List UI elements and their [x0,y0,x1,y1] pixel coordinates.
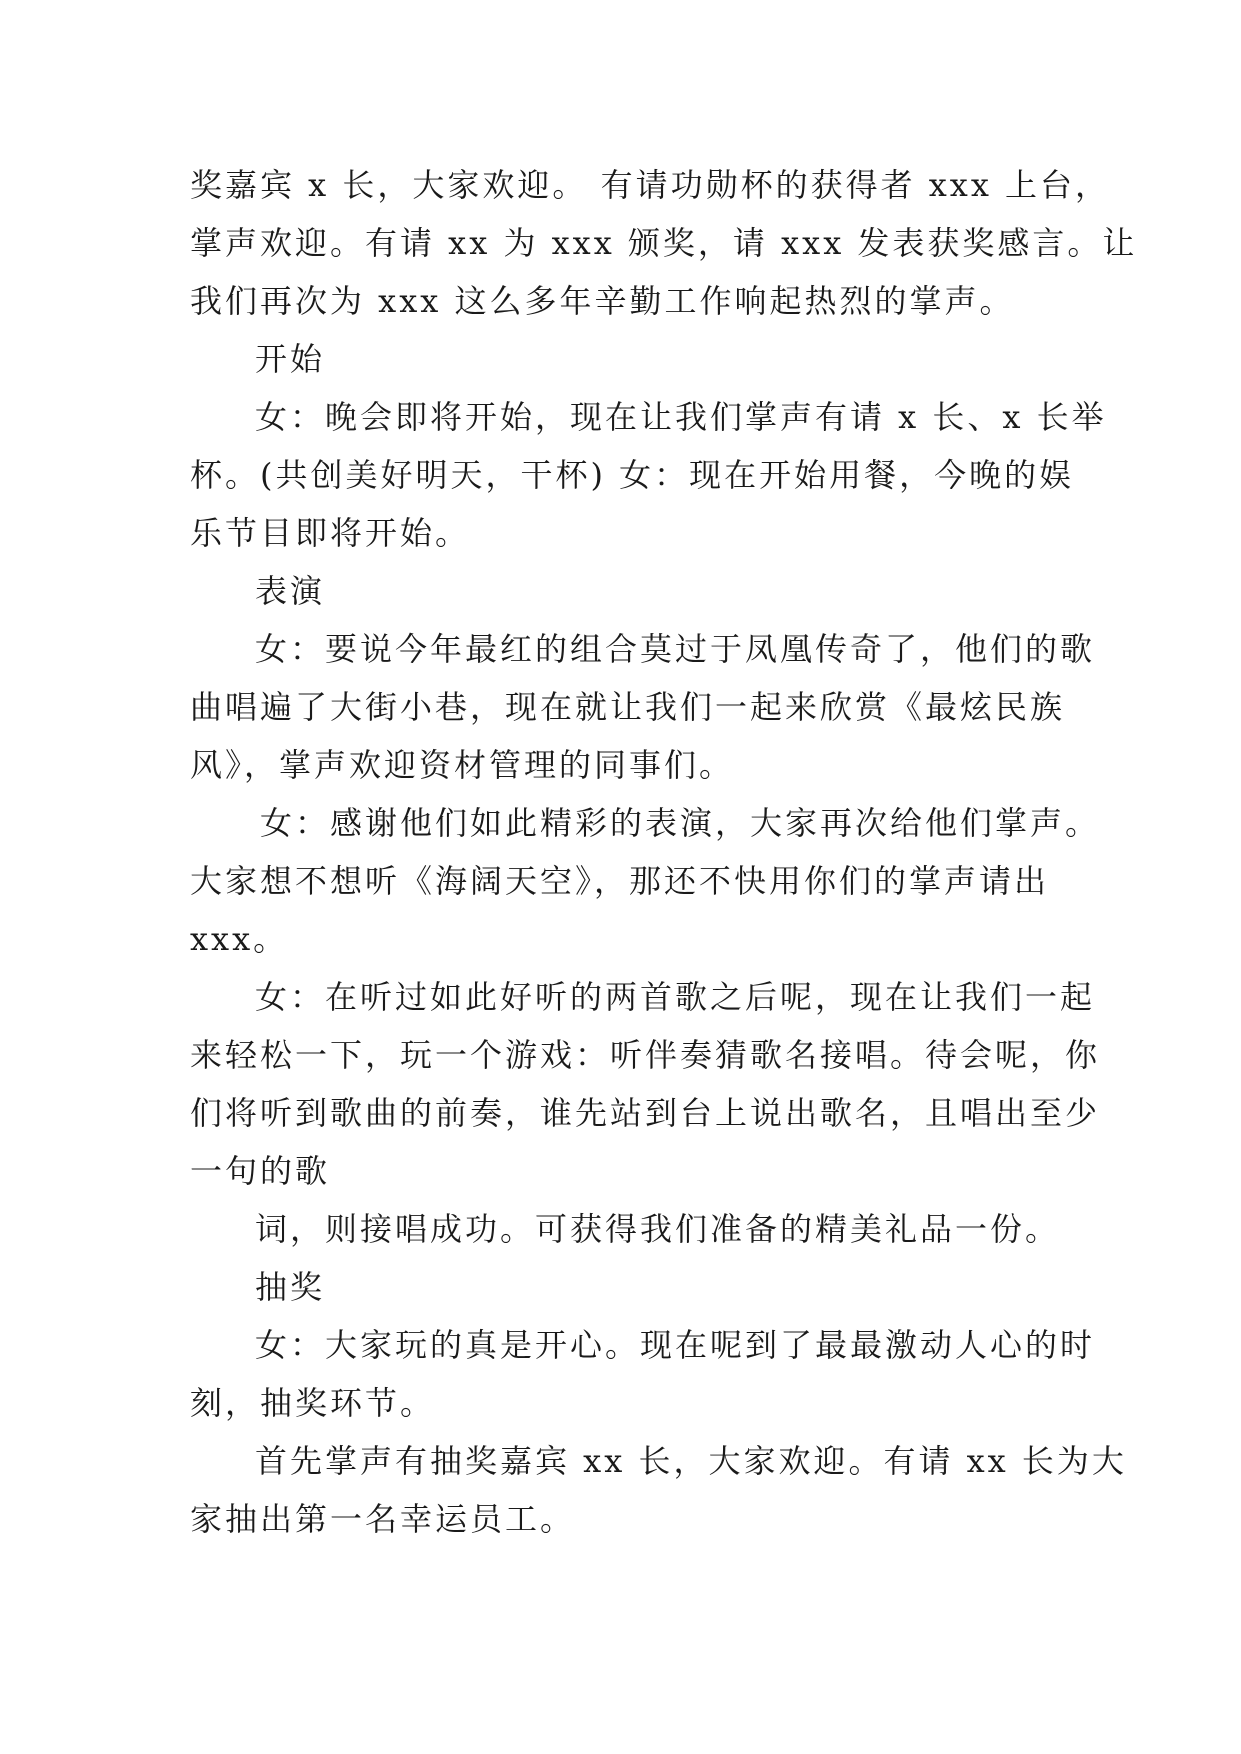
text-line: 我们再次为 xxx 这么多年辛勤工作响起热烈的掌声。 [190,282,1015,320]
text-line: 女：晚会即将开始，现在让我们掌声有请 x 长、x 长举 [255,398,1107,436]
text-line: 刻，抽奖环节。 [190,1384,436,1422]
text-line: 女：感谢他们如此精彩的表演，大家再次给他们掌声。 [260,804,1101,842]
section-heading-lottery: 抽奖 [255,1268,326,1306]
text-line: 一句的歌 [190,1152,331,1190]
text-line: 首先掌声有抽奖嘉宾 xx 长，大家欢迎。有请 xx 长为大 [255,1442,1127,1480]
text-line: 家抽出第一名幸运员工。 [190,1500,576,1538]
text-line: 女：要说今年最红的组合莫过于凤凰传奇了，他们的歌 [255,630,1096,668]
text-line: 风》，掌声欢迎资材管理的同事们。 [190,746,735,784]
text-line: 词，则接唱成功。可获得我们准备的精美礼品一份。 [255,1210,1061,1248]
text-line: 大家想不想听《海阔天空》，那还不快用你们的掌声请出 [190,862,1050,900]
text-line: 曲唱遍了大街小巷，现在就让我们一起来欣赏《最炫民族 [190,688,1066,726]
text-line: 女：在听过如此好听的两首歌之后呢，现在让我们一起 [255,978,1096,1016]
text-line: 来轻松一下，玩一个游戏：听伴奏猜歌名接唱。待会呢，你 [190,1036,1101,1074]
text-line: 掌声欢迎。有请 xx 为 xxx 颁奖，请 xxx 发表获奖感言。让 [190,224,1138,262]
section-heading-performance: 表演 [255,572,326,610]
text-line: 们将听到歌曲的前奏，谁先站到台上说出歌名，且唱出至少 [190,1094,1101,1132]
text-line: 奖嘉宾 x 长，大家欢迎。 有请功勋杯的获得者 xxx 上台， [190,166,1111,204]
section-heading-start: 开始 [255,340,326,378]
text-line: 杯。(共创美好明天，干杯) 女：现在开始用餐，今晚的娱 [190,456,1075,494]
text-line: xxx。 [190,920,289,958]
text-line: 乐节目即将开始。 [190,514,471,552]
text-line: 女：大家玩的真是开心。现在呢到了最最激动人心的时 [255,1326,1096,1364]
